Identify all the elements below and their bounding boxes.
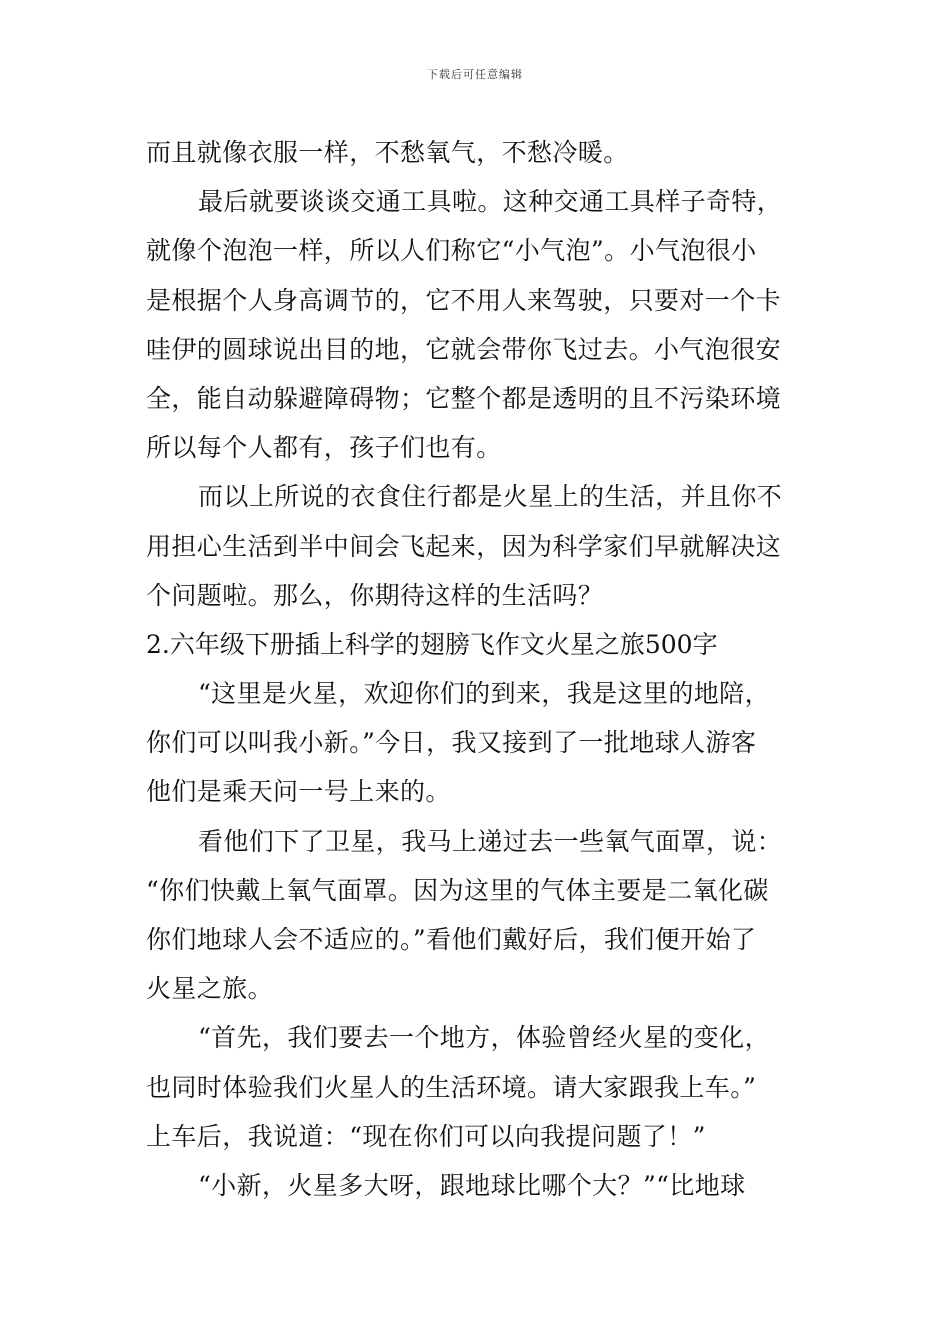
- text-line: 也同时体验我们火星人的生活环境。请大家跟我上车。”: [146, 1072, 757, 1102]
- text-line: 哇伊的圆球说出目的地，它就会带你飞过去。小气泡很安: [146, 334, 782, 364]
- text-line: 用担心生活到半中间会飞起来，因为科学家们早就解决这: [146, 531, 782, 561]
- page-header: 下载后可任意编辑: [427, 68, 523, 81]
- text-line: 是根据个人身高调节的，它不用人来驾驶，只要对一个卡: [146, 285, 782, 315]
- text-line: “首先，我们要去一个地方，体验曾经火星的变化，: [198, 1023, 770, 1053]
- text-line: “小新，火星多大呀，跟地球比哪个大？”“比地球: [198, 1170, 746, 1200]
- text-line: 全，能自动躲避障碍物；它整个都是透明的且不污染环境: [146, 383, 782, 413]
- text-line: 最后就要谈谈交通工具啦。这种交通工具样子奇特，: [198, 187, 783, 217]
- text-line: 上车后，我说道：“现在你们可以向我提问题了！”: [146, 1121, 706, 1151]
- text-line: 所以每个人都有，孩子们也有。: [146, 433, 502, 463]
- text-line: 你们可以叫我小新。”今日，我又接到了一批地球人游客: [146, 728, 757, 758]
- text-line: 你们地球人会不适应的。”看他们戴好后，我们便开始了: [146, 925, 757, 954]
- text-line: “你们快戴上氧气面罩。因为这里的气体主要是二氧化碳: [146, 875, 769, 905]
- text-line: 而且就像衣服一样，不愁氧气，不愁冷暖。: [146, 138, 629, 167]
- text-line: “这里是火星，欢迎你们的到来，我是这里的地陪，: [198, 679, 770, 709]
- text-line: 火星之旅。: [146, 974, 274, 1004]
- section-heading: 2.六年级下册插上科学的翅膀飞作文火星之旅500字: [146, 629, 718, 659]
- text-line: 个问题啦。那么，你期待这样的生活吗？: [146, 580, 604, 610]
- text-line: 就像个泡泡一样，所以人们称它“小气泡”。小气泡很小: [146, 236, 757, 266]
- document-body: [146, 128, 810, 1210]
- text-line: 他们是乘天问一号上来的。: [146, 777, 451, 807]
- text-line: 而以上所说的衣食住行都是火星上的生活，并且你不: [198, 482, 783, 512]
- text-line: 看他们下了卫星，我马上递过去一些氧气面罩，说：: [198, 826, 783, 856]
